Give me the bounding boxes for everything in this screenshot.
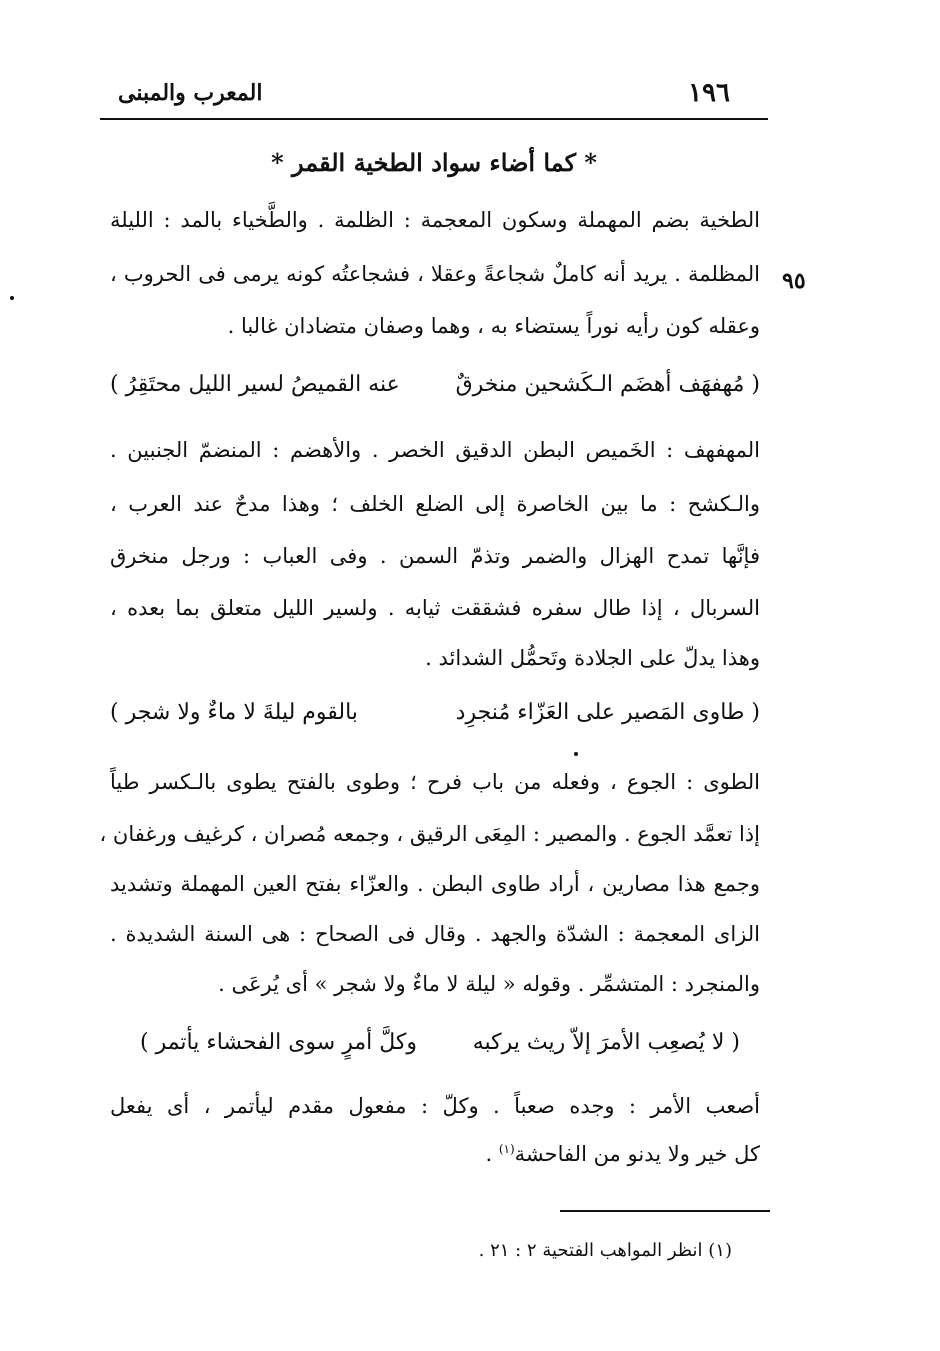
- text-line-tail: .: [485, 1142, 499, 1166]
- verse-line: [110, 372, 760, 397]
- text-line: أصعب الأمر : وجده صعباً . وكلّ : مفعول مقدم ليأتمر ، أى يفعل: [110, 1094, 760, 1118]
- text-line-content: كل خير ولا يدنو من الفاحشة: [514, 1142, 760, 1166]
- text-line: والمنجرد : المتشمِّر . وقوله « ليلة لا ماءٌ ولا شجر » أى يُرعَى .: [218, 972, 760, 996]
- running-title: المعرب والمبنى: [118, 80, 263, 106]
- speck-mark: [574, 752, 578, 756]
- text-line: المهفهف : الخَميص البطن الدقيق الخصر . والأهضم : المنضمّ الجنبين .: [110, 438, 760, 462]
- text-line: الزاى المعجمة : الشدّة والجهد . وقال فى الصحاح : هى السنة الشديدة .: [110, 922, 760, 946]
- text-line: وهذا يدلّ على الجلادة وتَحمُّل الشدائد .: [425, 646, 760, 670]
- verse-line: [110, 700, 760, 725]
- verse-hemistich: ( لا يُصعِب الأمرَ إلاّ ريث يركبه: [472, 1030, 740, 1055]
- footnote-reference: (١): [498, 1142, 515, 1156]
- verse-hemistich: بالقوم ليلةَ لا ماءٌ ولا شجر ): [110, 700, 358, 725]
- text-line: إذا تعمَّد الجوع . والمصير : المِعَى الرقيق ، وجمعه مُصران ، كرغيف ورغفان ،: [99, 822, 760, 846]
- text-line: فإنَّها تمدح الهزال والضمر وتذمّ السمن . وفى العباب : ورجل منخرق: [110, 544, 760, 568]
- text-line: [110, 1142, 760, 1166]
- verse-hemistich: ( طاوى المَصير على العَزّاء مُنجرِد: [455, 700, 760, 725]
- speck-mark: [10, 296, 14, 300]
- verse-hemistich: عنه القميصُ لسير الليل محتَقِرُ ): [110, 372, 400, 397]
- footnote: (١) انظر المواهب الفتحية ٢ : ٢١ .: [478, 1240, 732, 1261]
- verse-line: [140, 1030, 740, 1055]
- text-line: المظلمة . يريد أنه كاملٌ شجاعةً وعقلا ، فشجاعتُه كونه يرمى فى الحروب ،: [110, 262, 760, 286]
- text-line: وجمع هذا مصارين ، أراد طاوى البطن . والعزّاء بفتح العين المهملة وتشديد: [110, 872, 760, 896]
- footnote-rule: [560, 1210, 770, 1212]
- text-line: وعقله كون رأيه نوراً يستضاء به ، وهما وصفان متضادان غالبا .: [227, 314, 760, 338]
- page-header: [100, 78, 768, 116]
- text-line: الطوى : الجوع ، وفعله من باب فرح ؛ وطوى بالفتح يطوى بالـكسر طياً: [110, 770, 760, 794]
- section-heading: * كما أضاء سواد الطخية القمر *: [271, 148, 597, 177]
- text-line: الطخية بضم المهملة وسكون المعجمة : الظلمة . والطَّخياء بالمد : الليلة: [110, 208, 760, 232]
- margin-number: ٩٥: [782, 268, 806, 294]
- verse-hemistich: ( مُهفهَف أهضَم الـكَشحين منخرقٌ: [455, 372, 760, 397]
- page-number: ١٩٦: [688, 78, 730, 108]
- header-rule: [100, 118, 768, 120]
- text-line: والـكشح : ما بين الخاصرة إلى الضلع الخلف ؛ وهذا مدحٌ عند العرب ،: [110, 492, 760, 516]
- verse-hemistich: وكلَّ أمرٍ سوى الفحشاء يأتمر ): [140, 1030, 417, 1055]
- text-line: السربال ، إذا طال سفره فشققت ثيابه . ولسير الليل متعلق بما بعده ،: [110, 596, 760, 620]
